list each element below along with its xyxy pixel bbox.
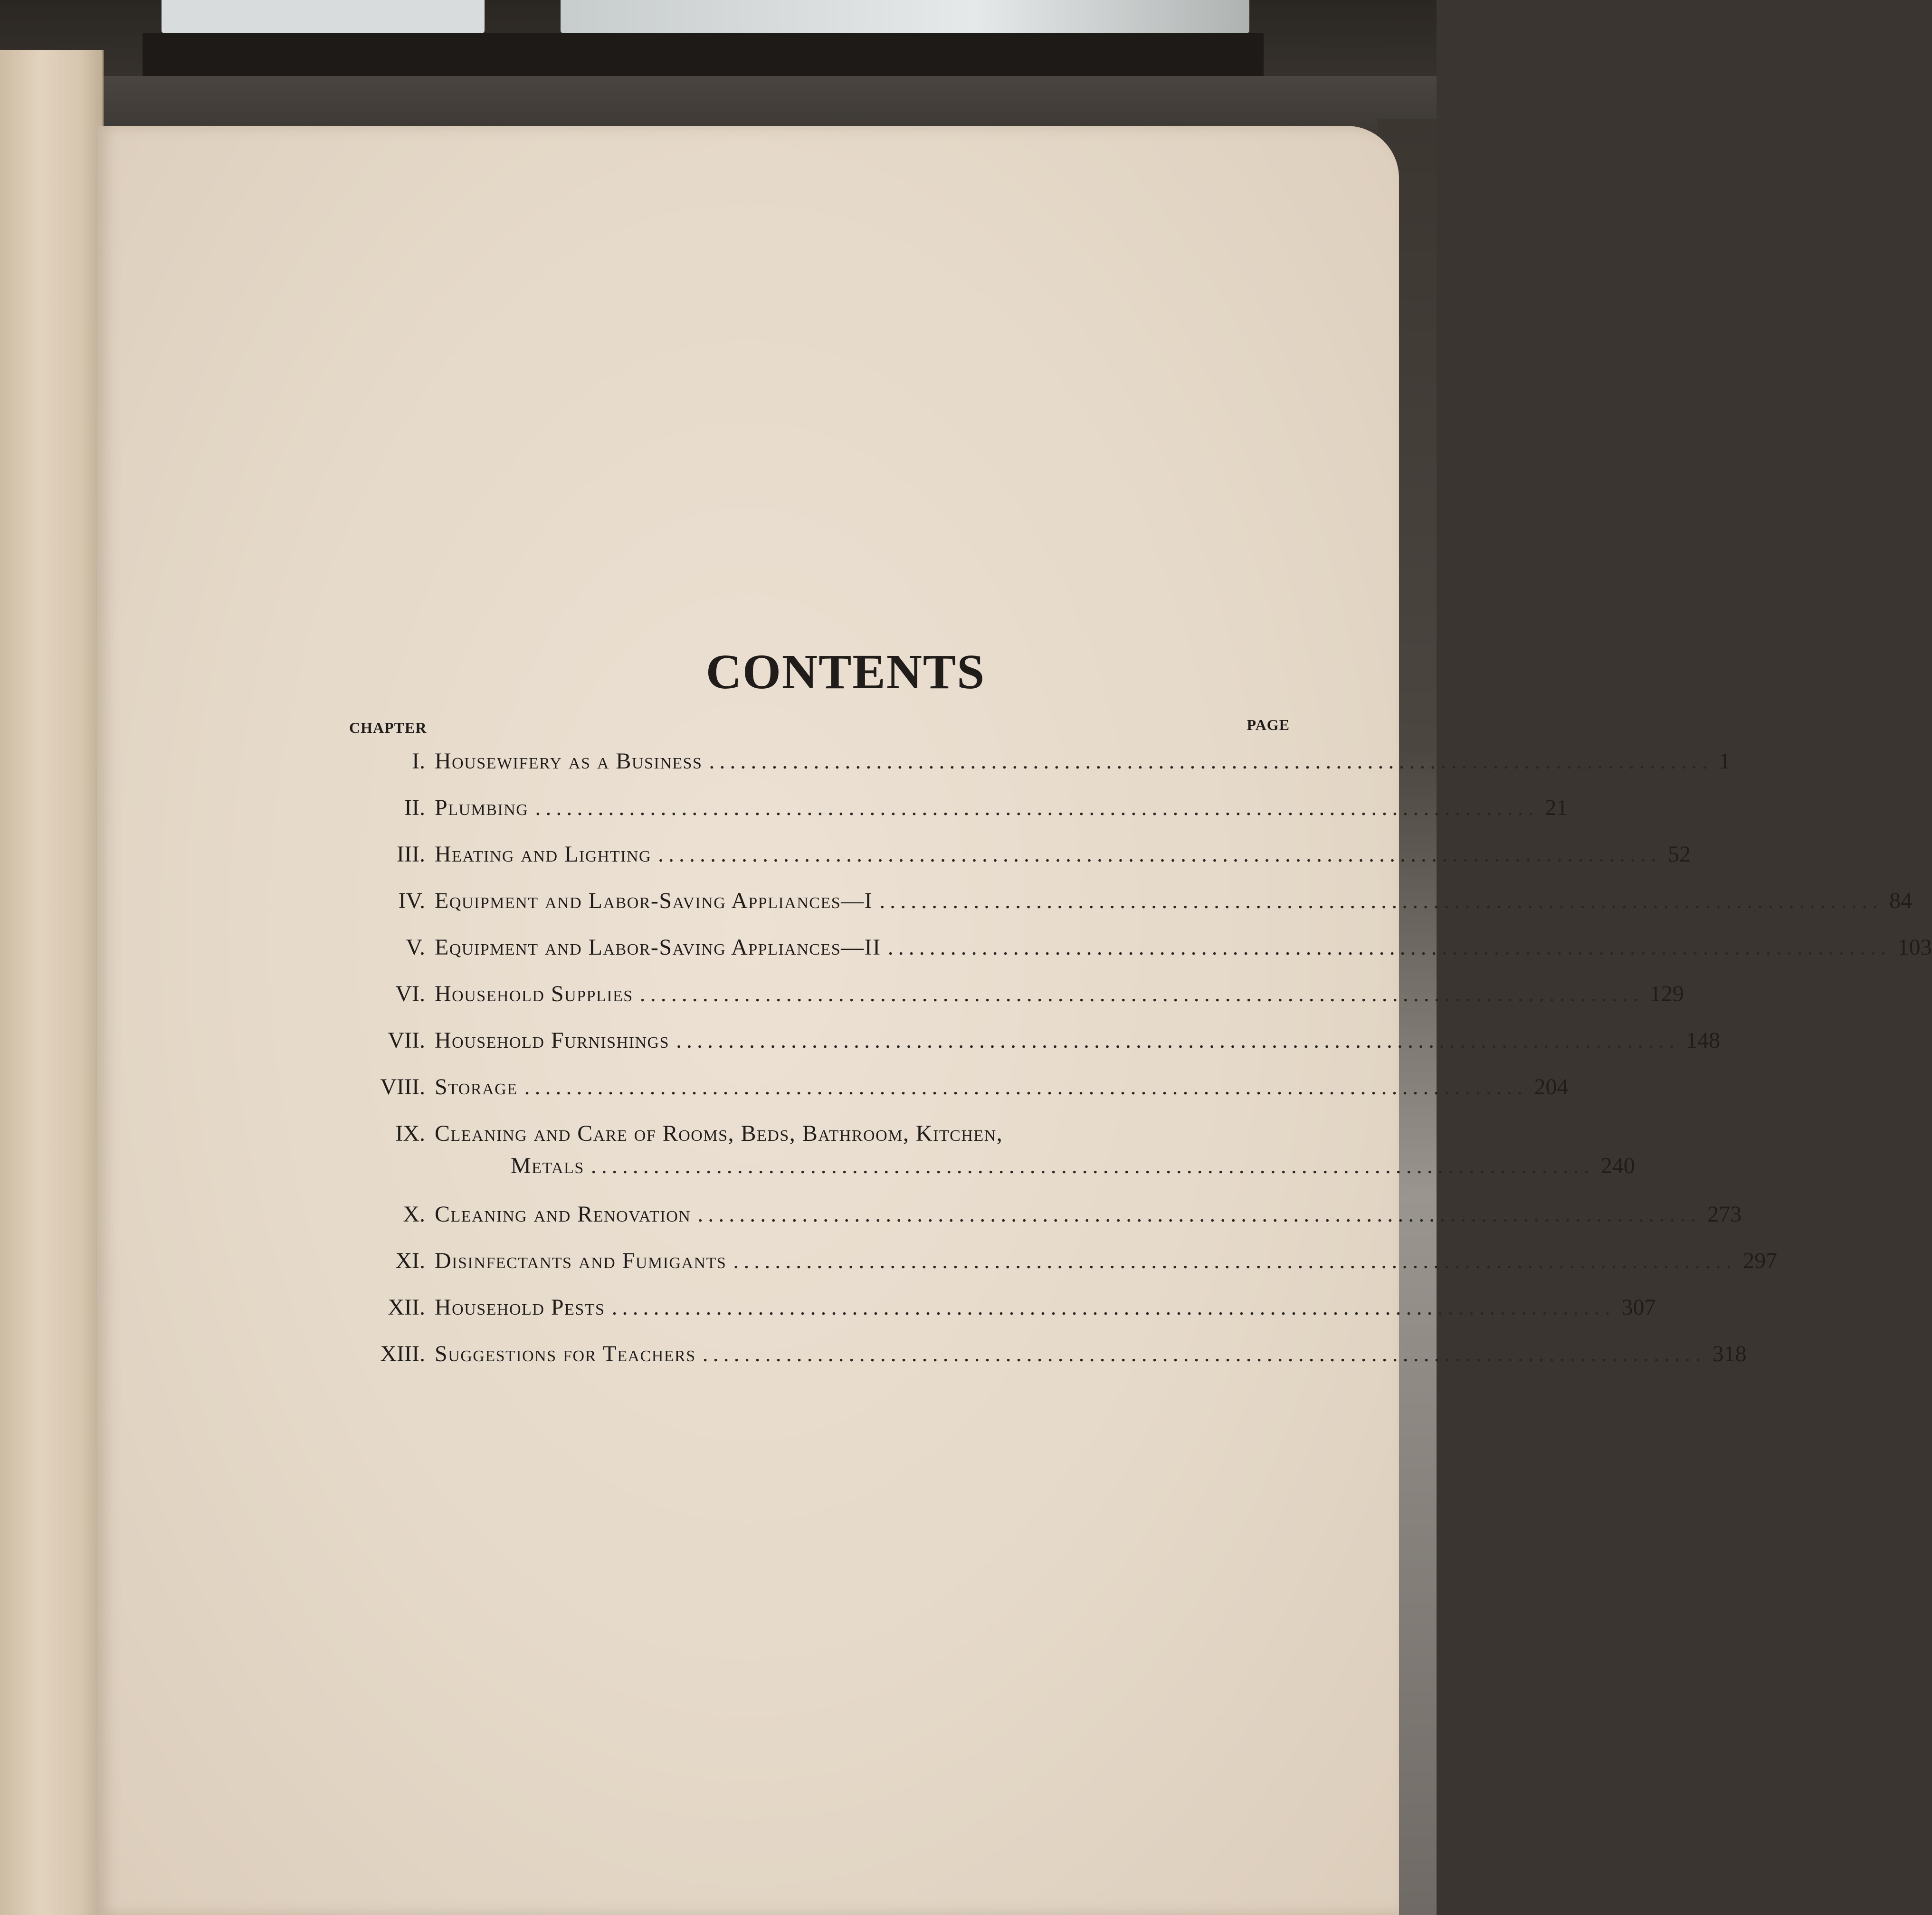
dot-leader: ................................................................................................ bbox=[697, 1202, 1701, 1227]
page-number: 103 bbox=[1897, 935, 1932, 960]
chapter-numeral: III. bbox=[397, 842, 425, 867]
toc-entry bbox=[344, 1238, 1778, 1284]
page-number: 84 bbox=[1889, 888, 1913, 913]
chapter-title: Plumbing bbox=[435, 795, 529, 820]
dot-leader: ................................................................................................ bbox=[709, 749, 1713, 774]
table-of-contents bbox=[344, 644, 1932, 1377]
window-pane-left bbox=[162, 0, 485, 33]
page-number: 204 bbox=[1534, 1074, 1569, 1100]
dot-leader: ................................................................................................ bbox=[611, 1295, 1615, 1320]
toc-entry bbox=[344, 1284, 1656, 1331]
page-number: 52 bbox=[1668, 842, 1691, 867]
chapter-numeral: IV. bbox=[398, 888, 425, 913]
toc-entry bbox=[344, 1110, 1635, 1191]
page-number: 21 bbox=[1545, 795, 1568, 820]
book-page bbox=[97, 126, 1932, 1915]
dot-leader: ................................................................................................ bbox=[590, 1153, 1594, 1178]
previous-page-edge bbox=[0, 50, 104, 1915]
chapter-heading: CHAPTER bbox=[349, 719, 427, 736]
chapter-numeral: I. bbox=[412, 749, 425, 774]
dot-leader: ................................................................................................ bbox=[733, 1248, 1737, 1273]
chapter-title: Suggestions for Teachers bbox=[435, 1341, 696, 1366]
toc-entry bbox=[344, 971, 1684, 1017]
page-number: 297 bbox=[1743, 1248, 1778, 1273]
page-number: 129 bbox=[1649, 981, 1684, 1006]
toc-entry bbox=[344, 1191, 1742, 1238]
column-headings bbox=[344, 716, 1309, 738]
chapter-title: Housewifery as a Business bbox=[435, 749, 703, 774]
dot-leader: ................................................................................................ bbox=[676, 1028, 1679, 1053]
chapter-numeral: VII. bbox=[388, 1028, 425, 1053]
chapter-title: Disinfectants and Fumigants bbox=[435, 1248, 727, 1273]
chapter-title: Household Furnishings bbox=[435, 1028, 669, 1053]
chapter-numeral: VI. bbox=[395, 981, 425, 1006]
page-heading: PAGE bbox=[1247, 716, 1290, 733]
page-number: 240 bbox=[1600, 1153, 1635, 1178]
chapter-numeral: IX. bbox=[395, 1121, 425, 1146]
window-frame bbox=[143, 33, 1264, 76]
page-title: CONTENTS bbox=[705, 645, 986, 699]
toc-entry bbox=[344, 1331, 1747, 1377]
chapter-title-line1: Cleaning and Care of Rooms, Beds, Bathroom, Kitchen, bbox=[435, 1121, 1003, 1146]
chapter-numeral: II. bbox=[404, 795, 425, 820]
toc-entry bbox=[344, 924, 1932, 971]
toc-entry bbox=[344, 1064, 1569, 1110]
chapter-title: Storage bbox=[435, 1074, 518, 1100]
chapter-title: Equipment and Labor-Saving Appliances—II bbox=[435, 935, 881, 960]
dot-leader: ................................................................................................ bbox=[879, 888, 1883, 913]
chapter-numeral: X. bbox=[403, 1202, 425, 1227]
chapter-title: Household Pests bbox=[435, 1295, 605, 1320]
chapter-numeral: V. bbox=[406, 935, 425, 960]
chapter-title: Heating and Lighting bbox=[435, 842, 652, 867]
page-number: 1 bbox=[1719, 749, 1731, 774]
chapter-title: Cleaning and Renovation bbox=[435, 1202, 691, 1227]
toc-entry bbox=[344, 738, 1731, 785]
page-number: 318 bbox=[1712, 1341, 1747, 1366]
dot-leader: ................................................................................................ bbox=[702, 1341, 1706, 1366]
toc-entry bbox=[344, 878, 1913, 924]
dot-leader: ................................................................................................ bbox=[887, 935, 1891, 960]
chapter-numeral: XII. bbox=[388, 1295, 425, 1320]
page-number: 273 bbox=[1707, 1202, 1742, 1227]
window-pane-right bbox=[561, 0, 1249, 33]
dot-leader: ................................................................................................ bbox=[535, 795, 1539, 820]
toc-entry bbox=[344, 1017, 1720, 1064]
dot-leader: ................................................................................................ bbox=[639, 981, 1643, 1006]
toc-entry bbox=[344, 831, 1691, 878]
chapter-title: Household Supplies bbox=[435, 981, 633, 1006]
page-number: 148 bbox=[1685, 1028, 1720, 1053]
chapter-numeral: VIII. bbox=[380, 1074, 425, 1100]
dot-leader: ................................................................................................ bbox=[524, 1074, 1528, 1100]
toc-entry bbox=[344, 785, 1568, 831]
chapter-numeral: XIII. bbox=[380, 1341, 425, 1366]
chapter-title: Equipment and Labor-Saving Appliances—I bbox=[435, 888, 873, 913]
chapter-title-line2: Metals bbox=[511, 1153, 584, 1178]
chapter-numeral: XI. bbox=[395, 1248, 425, 1273]
page-number: 307 bbox=[1621, 1295, 1656, 1320]
dot-leader: ................................................................................................ bbox=[658, 842, 1662, 867]
